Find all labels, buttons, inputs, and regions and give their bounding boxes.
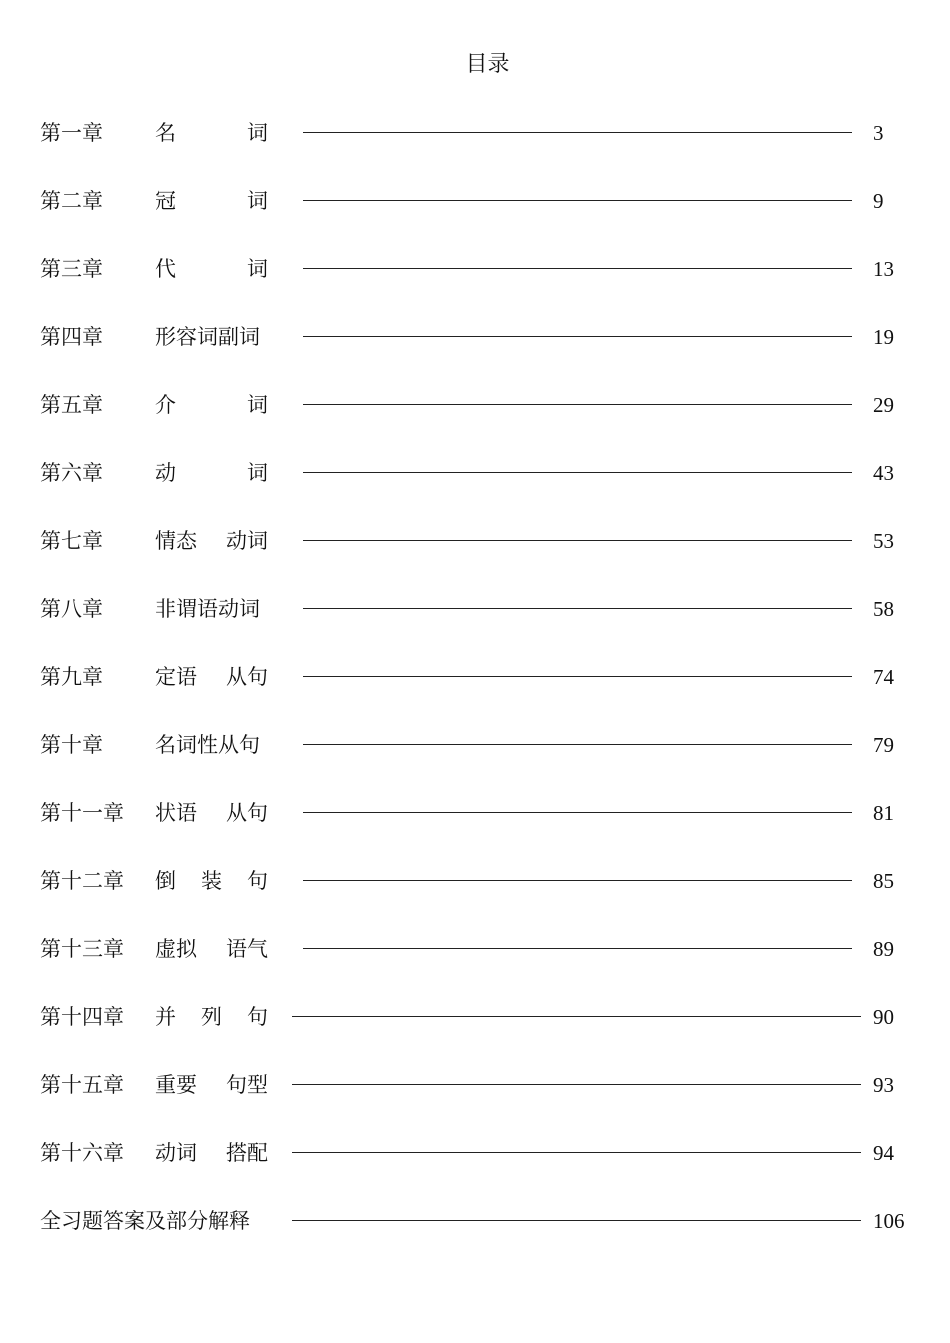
topic-segment: 句型	[226, 1073, 268, 1097]
toc-entry[interactable]	[0, 180, 950, 220]
page-number: 13	[873, 257, 894, 281]
page-number: 89	[873, 937, 894, 961]
page-number: 9	[873, 189, 884, 213]
topic-segment: 词	[247, 257, 268, 281]
chapter-topic: 名词性从句	[155, 733, 260, 757]
chapter-number: 第六章	[40, 461, 103, 485]
topic-segment: 倒	[155, 869, 176, 893]
leader-line	[303, 676, 852, 677]
leader-line	[292, 1152, 861, 1153]
topic-segment: 装	[201, 869, 222, 893]
toc-entry[interactable]	[0, 1132, 950, 1172]
chapter-number: 第三章	[40, 257, 103, 281]
chapter-topic	[155, 798, 268, 828]
toc-entry[interactable]	[0, 520, 950, 560]
chapter-topic	[155, 1138, 268, 1168]
topic-segment: 并	[155, 1005, 176, 1029]
topic-segment: 动词	[155, 1141, 197, 1165]
chapter-topic	[155, 1002, 268, 1032]
chapter-number: 第二章	[40, 189, 103, 213]
answers-section-title: 全习题答案及部分解释	[40, 1209, 250, 1233]
chapter-topic	[155, 866, 268, 896]
page-number: 90	[873, 1005, 894, 1029]
toc-entry[interactable]	[0, 656, 950, 696]
leader-line	[303, 336, 852, 337]
topic-segment: 句	[247, 1005, 268, 1029]
topic-segment: 词	[247, 121, 268, 145]
chapter-number: 第一章	[40, 121, 103, 145]
topic-segment: 情态	[155, 529, 197, 553]
page-number: 81	[873, 801, 894, 825]
toc-entry[interactable]	[0, 792, 950, 832]
toc-entry[interactable]	[0, 316, 950, 356]
chapter-topic	[155, 390, 268, 420]
topic-segment: 从句	[226, 801, 268, 825]
topic-segment: 重要	[155, 1073, 197, 1097]
topic-segment: 词	[247, 393, 268, 417]
topic-segment: 名	[155, 121, 176, 145]
toc-entry[interactable]	[0, 860, 950, 900]
toc-entry[interactable]	[0, 112, 950, 152]
page-number: 94	[873, 1141, 894, 1165]
leader-line	[292, 1220, 861, 1221]
chapter-number: 第十四章	[40, 1005, 124, 1029]
topic-segment: 动	[155, 461, 176, 485]
topic-segment: 介	[155, 393, 176, 417]
page-number: 3	[873, 121, 884, 145]
leader-line	[292, 1016, 861, 1017]
leader-line	[303, 608, 852, 609]
leader-line	[303, 744, 852, 745]
page-number: 19	[873, 325, 894, 349]
topic-segment: 动词	[226, 529, 268, 553]
toc-entry[interactable]	[0, 996, 950, 1036]
page-number: 79	[873, 733, 894, 757]
chapter-number: 第四章	[40, 325, 103, 349]
page-number: 93	[873, 1073, 894, 1097]
chapter-number: 第十三章	[40, 937, 124, 961]
page-number: 85	[873, 869, 894, 893]
chapter-number: 第五章	[40, 393, 103, 417]
chapter-topic	[155, 1070, 268, 1100]
chapter-topic	[155, 186, 268, 216]
chapter-topic	[155, 458, 268, 488]
chapter-topic	[155, 526, 268, 556]
topic-segment: 句	[247, 869, 268, 893]
topic-segment: 代	[155, 257, 176, 281]
topic-segment: 搭配	[226, 1141, 268, 1165]
chapter-topic	[155, 254, 268, 284]
page-number: 106	[873, 1209, 905, 1233]
leader-line	[303, 132, 852, 133]
leader-line	[303, 880, 852, 881]
topic-segment: 定语	[155, 665, 197, 689]
chapter-number: 第八章	[40, 597, 103, 621]
page-number: 29	[873, 393, 894, 417]
chapter-number: 第十五章	[40, 1073, 124, 1097]
chapter-number: 第七章	[40, 529, 103, 553]
page-number: 74	[873, 665, 894, 689]
topic-segment: 虚拟	[155, 937, 197, 961]
page-title: 目录	[465, 52, 510, 77]
chapter-number: 第十一章	[40, 801, 124, 825]
topic-segment: 冠	[155, 189, 176, 213]
chapter-number: 第十章	[40, 733, 103, 757]
topic-segment: 列	[201, 1005, 222, 1029]
topic-segment: 词	[247, 461, 268, 485]
toc-entry[interactable]	[0, 248, 950, 288]
toc-entry[interactable]	[0, 384, 950, 424]
toc-entry[interactable]	[0, 1064, 950, 1104]
toc-entry[interactable]	[0, 724, 950, 764]
chapter-topic: 非谓语动词	[155, 597, 260, 621]
leader-line	[303, 540, 852, 541]
topic-segment: 词	[247, 189, 268, 213]
leader-line	[303, 200, 852, 201]
page-number: 43	[873, 461, 894, 485]
topic-segment: 从句	[226, 665, 268, 689]
leader-line	[303, 812, 852, 813]
chapter-topic: 形容词副词	[155, 325, 260, 349]
toc-entry[interactable]	[0, 588, 950, 628]
leader-line	[303, 268, 852, 269]
leader-line	[303, 948, 852, 949]
chapter-topic	[155, 118, 268, 148]
toc-entry[interactable]	[0, 928, 950, 968]
leader-line	[303, 472, 852, 473]
leader-line	[303, 404, 852, 405]
chapter-number: 第十二章	[40, 869, 124, 893]
page-number: 53	[873, 529, 894, 553]
chapter-topic	[155, 934, 268, 964]
leader-line	[292, 1084, 861, 1085]
toc-entry[interactable]	[0, 452, 950, 492]
page-number: 58	[873, 597, 894, 621]
chapter-number: 第九章	[40, 665, 103, 689]
toc-entry[interactable]	[0, 1200, 950, 1240]
topic-segment: 语气	[226, 937, 268, 961]
topic-segment: 状语	[155, 801, 197, 825]
chapter-topic	[155, 662, 268, 692]
chapter-number: 第十六章	[40, 1141, 124, 1165]
